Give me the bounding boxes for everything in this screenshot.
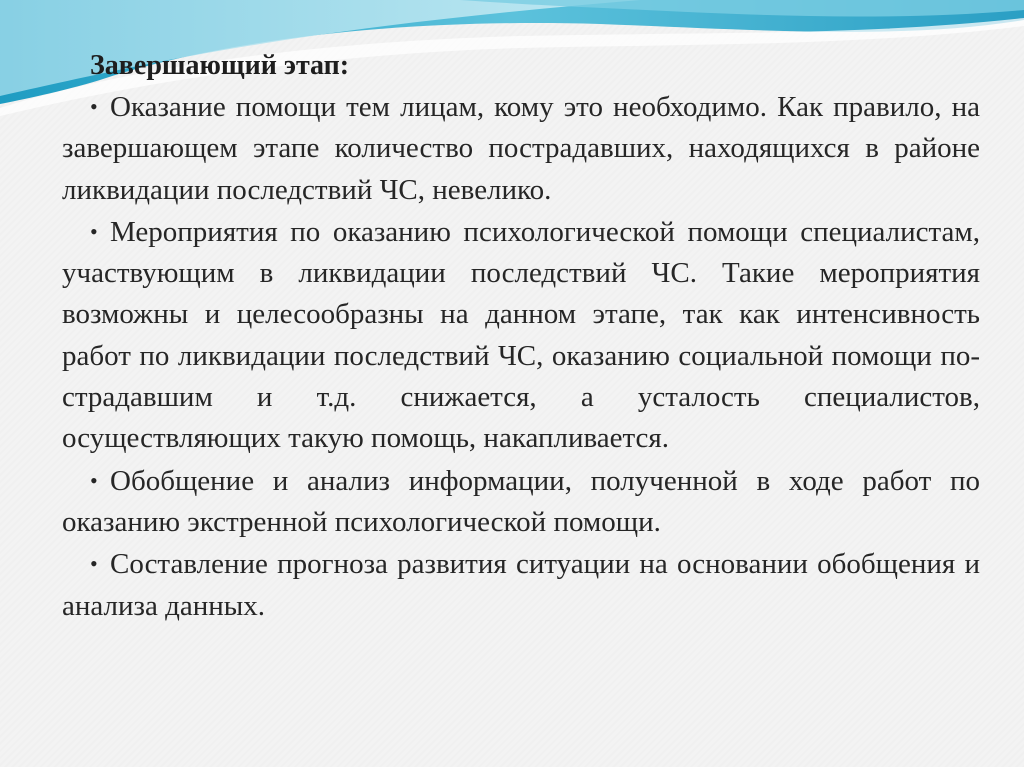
slide-heading: Завершающий этап: — [90, 50, 350, 81]
bullet-icon: • — [90, 218, 98, 244]
slide-content — [62, 46, 980, 627]
bullet-item — [62, 543, 980, 627]
bullet-icon: • — [90, 551, 98, 577]
bullet-item — [62, 211, 980, 460]
bullet-text: Оказание помощи тем лицам, кому это необходимо. Как правило, на завершающем этапе количество пострадавших, находящихся в районе ликвидации последствий ЧС, невелико. — [62, 91, 980, 206]
bullet-text: Мероприятия по оказанию психологической помощи специалистам, участвующим в ликвидации последствий ЧС. Такие мероприятия возможны и целесообразны на данном этапе, так как интенсивность работ по ликвидации последствий ЧС, оказанию социальной помощи по-страдавшим и т.д. снижается, а усталость специалистов, осуществляющих такую помощь, накапливается. — [62, 215, 980, 455]
bullet-text: Составление прогноза развития ситуации на основании обобщения и анализа данных. — [62, 548, 980, 622]
bullet-text: Обобщение и анализ информации, полученной в ходе работ по оказанию экстренной психологической помощи. — [62, 464, 980, 538]
bullet-icon: • — [90, 94, 98, 119]
bullet-item — [62, 86, 980, 211]
bullet-item — [62, 460, 980, 544]
bullet-list — [62, 86, 980, 627]
bullet-icon: • — [90, 467, 98, 493]
